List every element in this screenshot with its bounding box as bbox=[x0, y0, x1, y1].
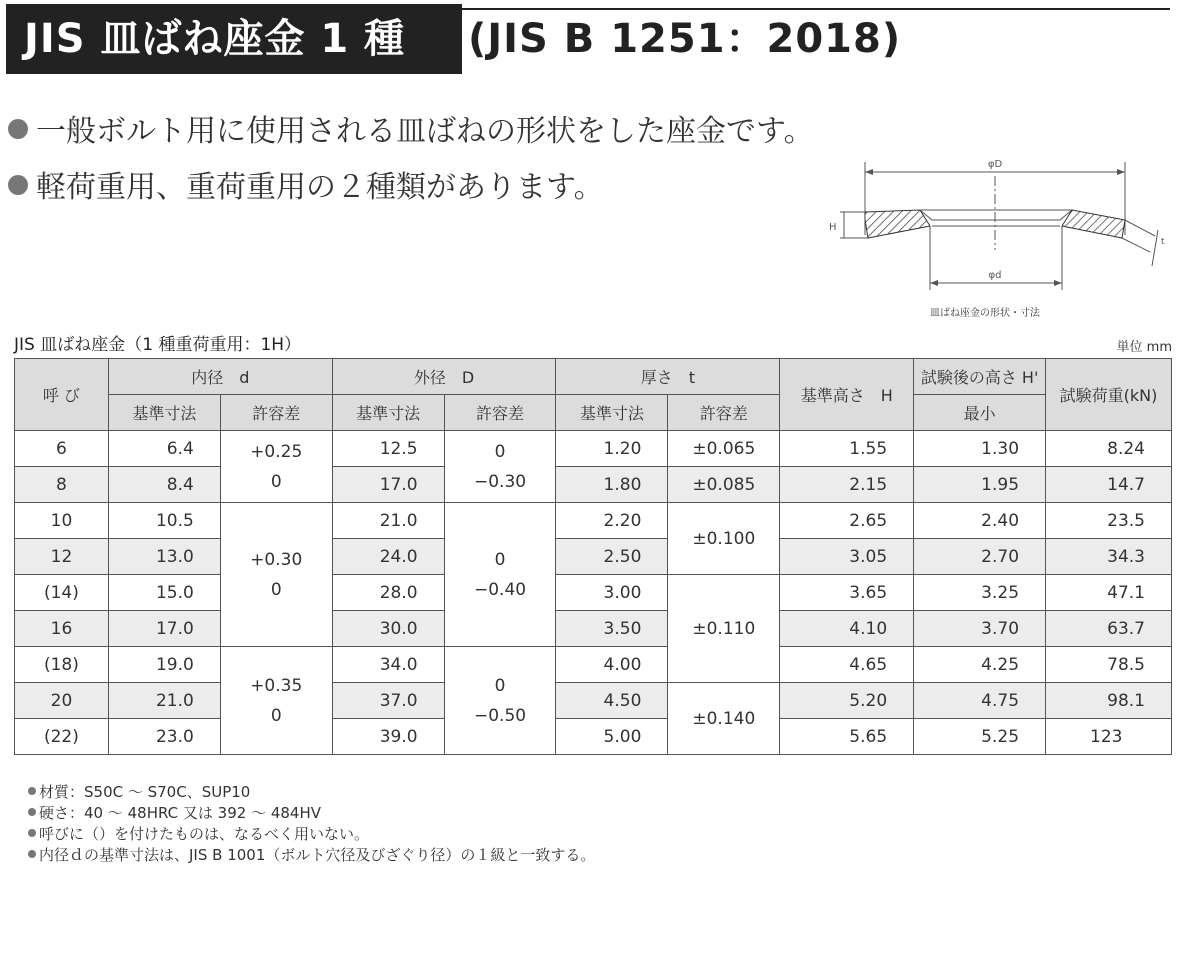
cell-d-tolerance bbox=[220, 647, 332, 755]
bullet-dot-icon bbox=[8, 175, 28, 195]
cell-t: 3.50 bbox=[556, 611, 668, 647]
diagram-caption: 皿ばね座金の形状・寸法 bbox=[930, 308, 1040, 319]
cell-Hp: 4.75 bbox=[914, 683, 1046, 719]
bullet-item bbox=[8, 106, 814, 150]
tol-lower: 0 bbox=[270, 705, 282, 726]
cell-t: 2.20 bbox=[556, 503, 668, 539]
cell-D: 39.0 bbox=[332, 719, 444, 755]
cell-t-tolerance: ±0.100 bbox=[668, 503, 780, 575]
tol-lower: 0 bbox=[270, 471, 282, 492]
cell-load: 8.24 bbox=[1046, 431, 1172, 467]
cell-t: 4.00 bbox=[556, 647, 668, 683]
cell-D: 12.5 bbox=[332, 431, 444, 467]
cell-Hp: 5.25 bbox=[914, 719, 1046, 755]
bullet-text: 一般ボルト用に使用される皿ばねの形状をした座金です。 bbox=[36, 114, 814, 149]
outer-diameter-label: φD bbox=[987, 159, 1003, 170]
cell-H: 4.65 bbox=[780, 647, 914, 683]
note-dot-icon bbox=[28, 787, 36, 795]
table-row bbox=[15, 719, 1172, 755]
table-row bbox=[15, 647, 1172, 683]
notes bbox=[28, 782, 595, 866]
tol-upper: +0.30 bbox=[250, 549, 303, 570]
tol-lower: −0.30 bbox=[473, 471, 527, 492]
tol-lower: −0.40 bbox=[473, 579, 527, 600]
note-text: 内径ｄの基準寸法は、JIS B 1001（ボルト穴径及びざぐり径）の１級と一致する。 bbox=[39, 846, 596, 864]
cell-load: 34.3 bbox=[1046, 539, 1172, 575]
bullet-dot-icon bbox=[8, 119, 28, 139]
cell-d: 17.0 bbox=[108, 611, 220, 647]
tol-upper: +0.35 bbox=[250, 675, 303, 696]
thickness-label: t bbox=[1161, 237, 1165, 247]
note-text: 材質：S50C ～ S70C、SUP10 bbox=[39, 783, 251, 801]
cell-t: 1.80 bbox=[556, 467, 668, 503]
note-item bbox=[28, 845, 595, 866]
bullet-text: 軽荷重用、重荷重用の２種類があります。 bbox=[36, 170, 604, 205]
note-dot-icon bbox=[28, 850, 36, 858]
cell-D-tolerance bbox=[444, 647, 556, 755]
cell-load: 14.7 bbox=[1046, 467, 1172, 503]
standard-number: (JIS B 1251：2018) bbox=[468, 16, 902, 62]
note-item bbox=[28, 824, 595, 845]
note-dot-icon bbox=[28, 829, 36, 837]
cell-Hp: 3.25 bbox=[914, 575, 1046, 611]
cell-H: 4.10 bbox=[780, 611, 914, 647]
cell-load: 98.1 bbox=[1046, 683, 1172, 719]
cell-nominal: 8 bbox=[15, 467, 109, 503]
cell-nominal: 20 bbox=[15, 683, 109, 719]
cell-D: 24.0 bbox=[332, 539, 444, 575]
header-height: 基準高さ H bbox=[780, 359, 914, 431]
header-D-tolerance: 許容差 bbox=[444, 395, 556, 431]
cell-d: 10.5 bbox=[108, 503, 220, 539]
cell-D: 17.0 bbox=[332, 467, 444, 503]
cell-d: 8.4 bbox=[108, 467, 220, 503]
washer-diagram bbox=[820, 140, 1180, 320]
cell-Hp: 3.70 bbox=[914, 611, 1046, 647]
table-row bbox=[15, 611, 1172, 647]
cell-nominal: (18) bbox=[15, 647, 109, 683]
cell-t: 2.50 bbox=[556, 539, 668, 575]
cell-Hp: 4.25 bbox=[914, 647, 1046, 683]
cell-d: 13.0 bbox=[108, 539, 220, 575]
cell-H: 1.55 bbox=[780, 431, 914, 467]
header-inner-diameter: 内径 d bbox=[108, 359, 332, 395]
table-row bbox=[15, 503, 1172, 539]
cell-D: 34.0 bbox=[332, 647, 444, 683]
cell-load: 123 bbox=[1046, 719, 1172, 755]
cell-H: 2.15 bbox=[780, 467, 914, 503]
cell-nominal: (14) bbox=[15, 575, 109, 611]
cell-d: 19.0 bbox=[108, 647, 220, 683]
header-nominal: 呼 び bbox=[15, 359, 109, 431]
header-D-basic: 基準寸法 bbox=[332, 395, 444, 431]
cell-Hp: 2.70 bbox=[914, 539, 1046, 575]
table-row bbox=[15, 431, 1172, 467]
cell-load: 47.1 bbox=[1046, 575, 1172, 611]
page-title: JIS 皿ばね座金 1 種 bbox=[6, 4, 462, 74]
tol-lower: −0.50 bbox=[473, 705, 527, 726]
table-row bbox=[15, 467, 1172, 503]
tol-lower: 0 bbox=[270, 579, 282, 600]
cell-nominal: 16 bbox=[15, 611, 109, 647]
cell-Hp: 2.40 bbox=[914, 503, 1046, 539]
cell-nominal: 12 bbox=[15, 539, 109, 575]
note-item bbox=[28, 803, 595, 824]
header-test-height: 試験後の高さ H' bbox=[914, 359, 1046, 395]
cell-t: 3.00 bbox=[556, 575, 668, 611]
cell-D: 37.0 bbox=[332, 683, 444, 719]
cell-Hp: 1.95 bbox=[914, 467, 1046, 503]
cell-Hp: 1.30 bbox=[914, 431, 1046, 467]
tol-upper: 0 bbox=[494, 675, 506, 696]
cell-H: 5.65 bbox=[780, 719, 914, 755]
cell-t-tolerance: ±0.085 bbox=[668, 467, 780, 503]
inner-diameter-label: φd bbox=[988, 270, 1002, 281]
bullet-item bbox=[8, 162, 604, 206]
header-t-basic: 基準寸法 bbox=[556, 395, 668, 431]
header-test-load: 試験荷重(kN) bbox=[1046, 359, 1172, 431]
cell-t: 5.00 bbox=[556, 719, 668, 755]
cell-H: 2.65 bbox=[780, 503, 914, 539]
cell-H: 3.05 bbox=[780, 539, 914, 575]
tol-upper: +0.25 bbox=[250, 441, 303, 462]
note-text: 硬さ：40 ～ 48HRC 又は 392 ～ 484HV bbox=[39, 804, 322, 822]
cell-load: 78.5 bbox=[1046, 647, 1172, 683]
tol-upper: 0 bbox=[494, 549, 506, 570]
cell-H: 3.65 bbox=[780, 575, 914, 611]
header-outer-diameter: 外径 D bbox=[332, 359, 556, 395]
header-d-basic: 基準寸法 bbox=[108, 395, 220, 431]
table-row bbox=[15, 539, 1172, 575]
cell-d: 23.0 bbox=[108, 719, 220, 755]
cell-t-tolerance: ±0.140 bbox=[668, 683, 780, 755]
header-min: 最小 bbox=[914, 395, 1046, 431]
cell-D-tolerance bbox=[444, 431, 556, 503]
note-item bbox=[28, 782, 595, 803]
cell-D: 28.0 bbox=[332, 575, 444, 611]
cell-nominal: 10 bbox=[15, 503, 109, 539]
table-row bbox=[15, 683, 1172, 719]
header-thickness: 厚さ t bbox=[556, 359, 780, 395]
note-dot-icon bbox=[28, 808, 36, 816]
cell-nominal: (22) bbox=[15, 719, 109, 755]
cell-D: 30.0 bbox=[332, 611, 444, 647]
cell-D-tolerance bbox=[444, 503, 556, 647]
tol-upper: 0 bbox=[494, 441, 506, 462]
header-t-tolerance: 許容差 bbox=[668, 395, 780, 431]
header-d-tolerance: 許容差 bbox=[220, 395, 332, 431]
cell-d: 15.0 bbox=[108, 575, 220, 611]
cell-t: 1.20 bbox=[556, 431, 668, 467]
unit-label: 単位 mm bbox=[1116, 340, 1172, 355]
cell-d-tolerance bbox=[220, 503, 332, 647]
cell-d-tolerance bbox=[220, 431, 332, 503]
cell-nominal: 6 bbox=[15, 431, 109, 467]
cell-H: 5.20 bbox=[780, 683, 914, 719]
table-caption: JIS 皿ばね座金（1 種重荷重用：1H） bbox=[14, 335, 302, 355]
spec-table bbox=[14, 358, 1172, 755]
cell-D: 21.0 bbox=[332, 503, 444, 539]
note-text: 呼びに（）を付けたものは、なるべく用いない。 bbox=[39, 825, 370, 843]
cell-d: 6.4 bbox=[108, 431, 220, 467]
cell-load: 63.7 bbox=[1046, 611, 1172, 647]
cell-d: 21.0 bbox=[108, 683, 220, 719]
table-row bbox=[15, 575, 1172, 611]
cell-load: 23.5 bbox=[1046, 503, 1172, 539]
cell-t-tolerance: ±0.110 bbox=[668, 575, 780, 683]
cell-t: 4.50 bbox=[556, 683, 668, 719]
height-label: H bbox=[829, 222, 837, 233]
cell-t-tolerance: ±0.065 bbox=[668, 431, 780, 467]
